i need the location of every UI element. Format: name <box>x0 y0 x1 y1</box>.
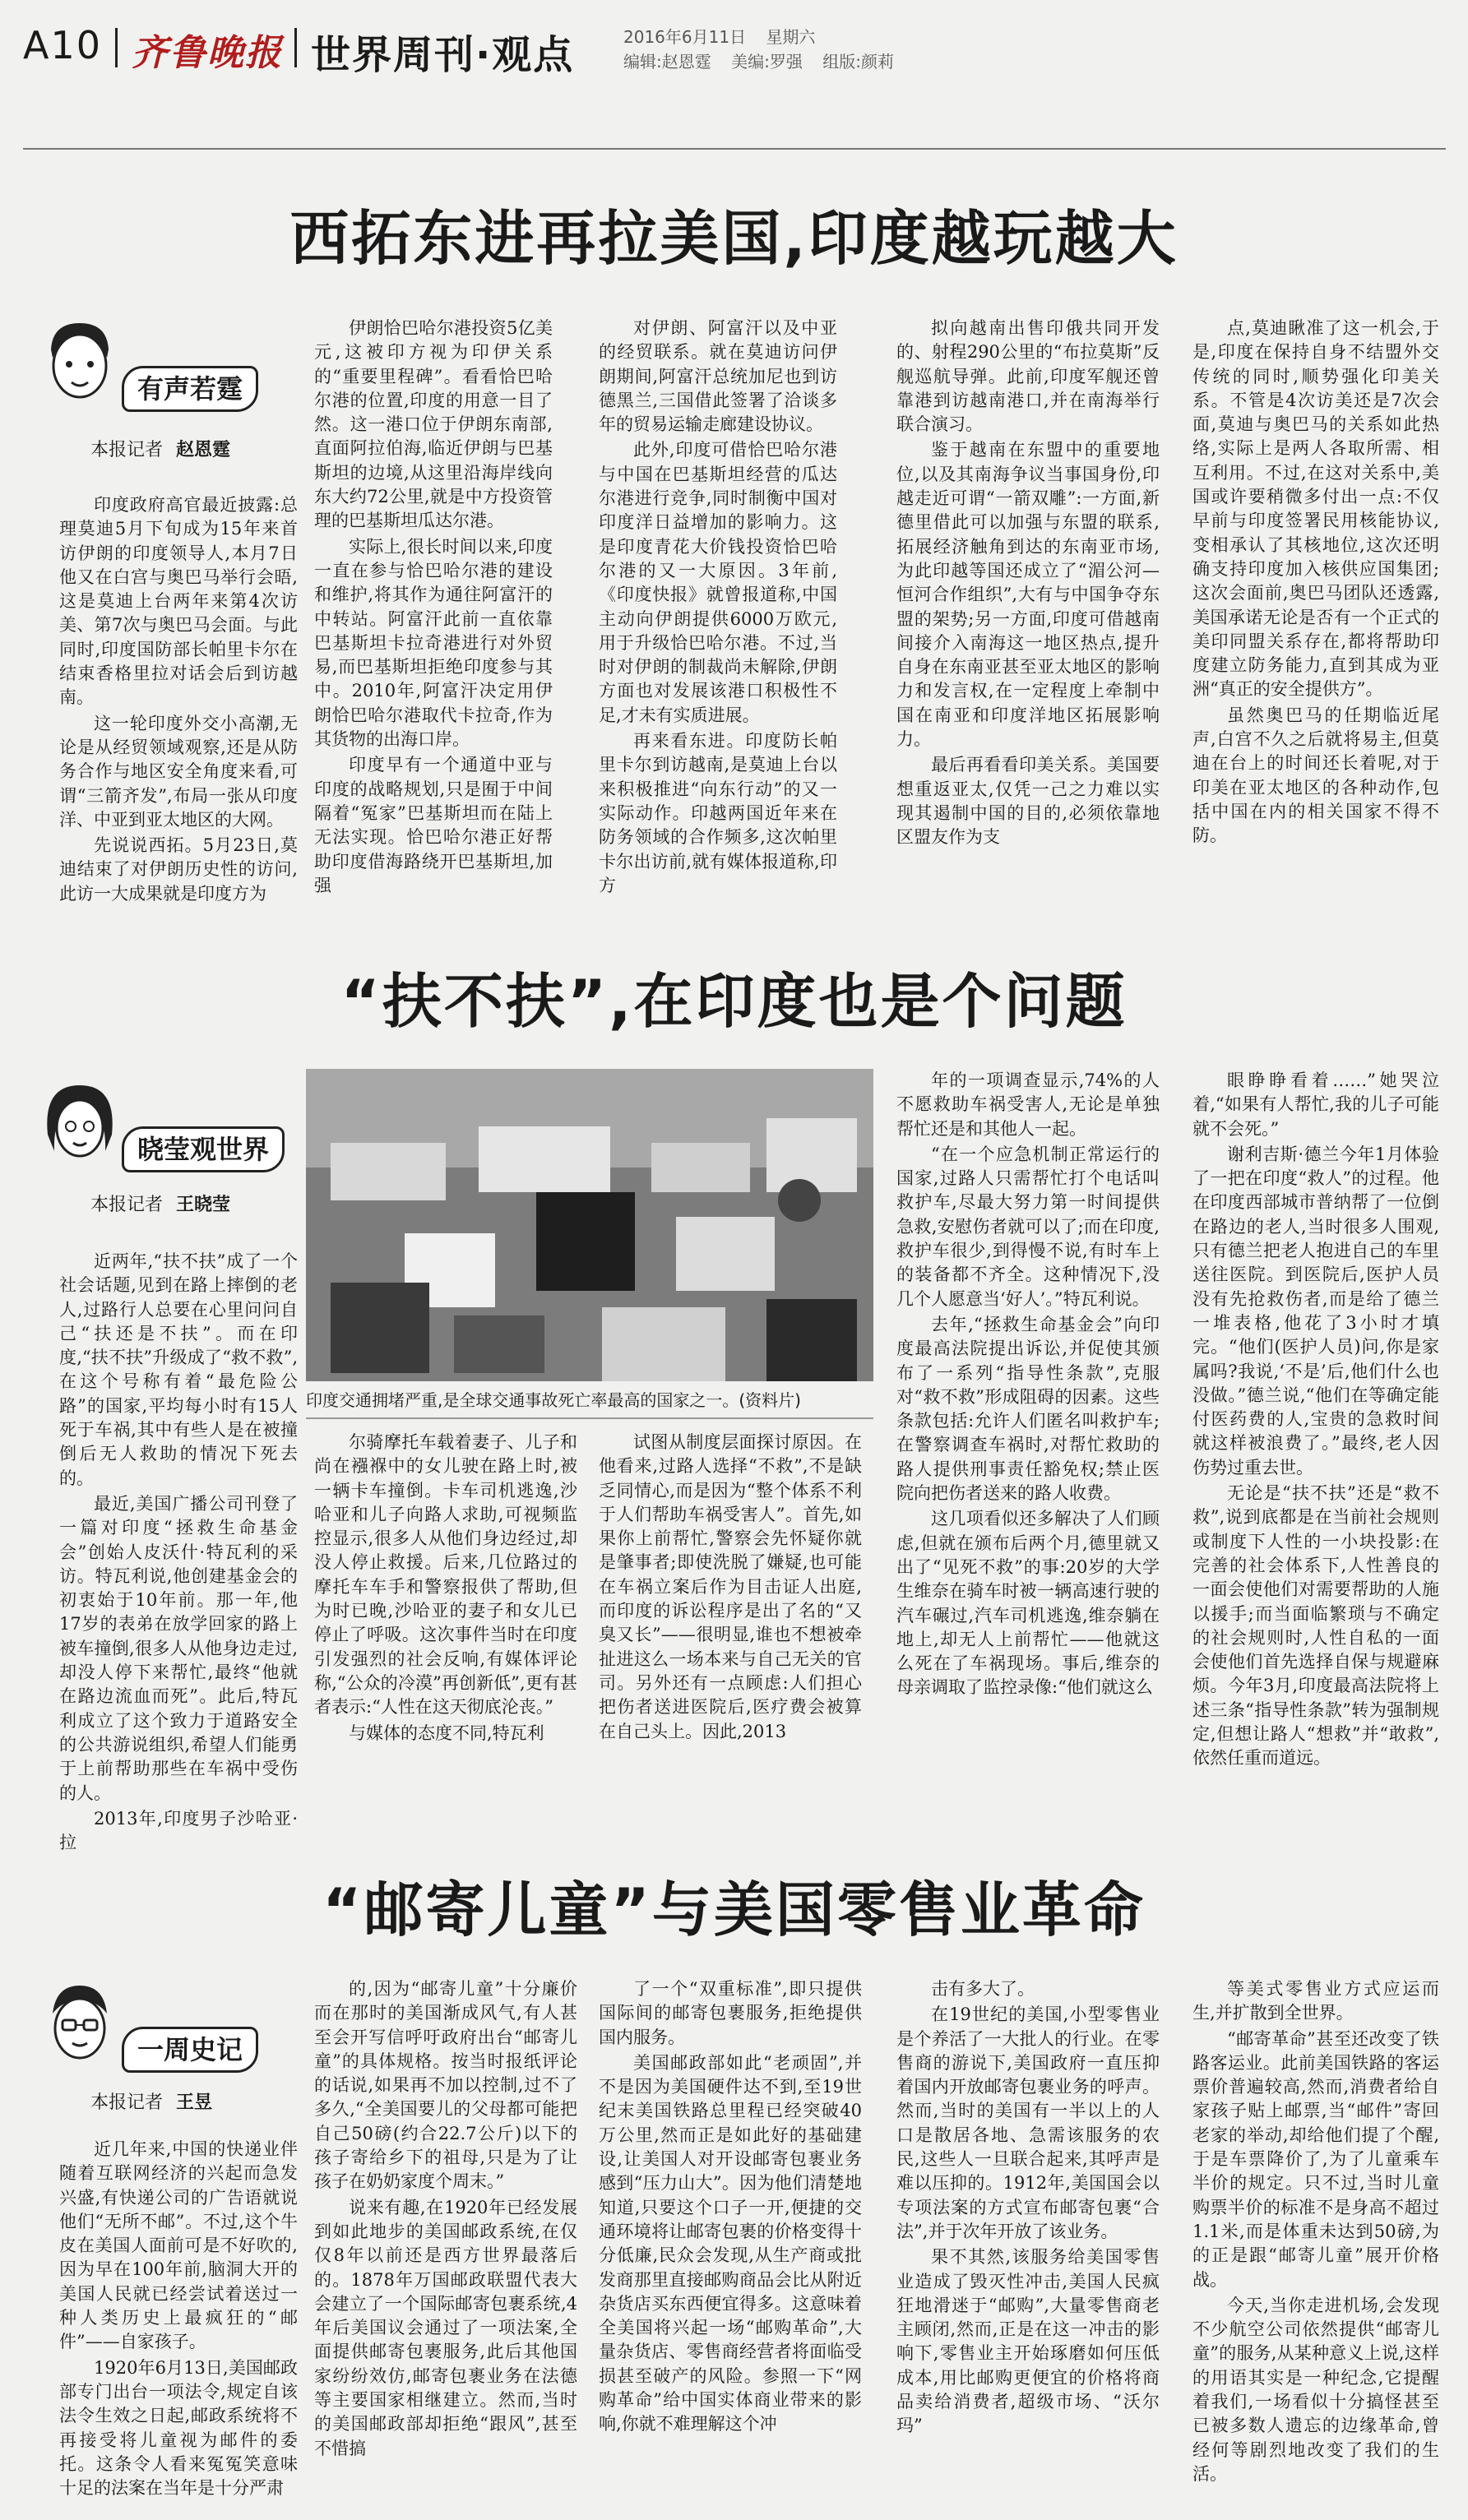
paragraph: 对伊朗、阿富汗以及中亚的经贸联系。就在莫迪访问伊朗期间,阿富汗总统加尼也到访德黑兰,三国借此签署了洽谈多年的贸易运输走廊建设协议。 <box>599 318 837 435</box>
article-3-column-5 <box>1192 1977 1439 2512</box>
paragraph: 近两年,“扶不扶”成了一个社会话题,见到在路上摔倒的老人,过路行人总要在心里问问自己“扶还是不扶”。而在印度,“扶不扶”升级成了“救不救”,在这个号称有着“最危险公路”的国家,平均每小时有15人死于车祸,其中有些人是在被撞倒后无人救助的情况下死去的。 <box>59 1251 298 1488</box>
article-2-column-3 <box>599 1431 862 1817</box>
column-name-tag: 晓莹观世界 <box>122 1126 285 1172</box>
paragraph: 与媒体的态度不同,特瓦利 <box>349 1722 544 1743</box>
layout-credit: 组版:颜莉 <box>822 52 894 72</box>
columnist-portrait-icon <box>35 1977 125 2076</box>
issue-weekday: 星期六 <box>766 27 816 47</box>
article-3-column-1 <box>59 2138 298 2512</box>
paragraph: 年的一项调查显示,74%的人不愿救助车祸受害人,无论是单独帮忙还是和其他人一起。 <box>896 1070 1160 1139</box>
page-number: A10 <box>23 23 103 67</box>
article-1-column-5 <box>1192 317 1439 884</box>
article-2-column-4 <box>896 1069 1160 1817</box>
article-1-column-1 <box>59 493 298 904</box>
article-1-byline: 本报记者 赵恩霆 <box>90 440 231 460</box>
article-2-headline: “扶不扶”,在印度也是个问题 <box>340 967 1128 1036</box>
issue-date: 2016年6月11日 <box>623 27 747 47</box>
paragraph: 果不其然,该服务给美国零售业造成了毁灭性冲击,美国人民疯狂地滑迷于“邮购”,大量零售商老主顾闭,然而,正是在这一冲击的影响下,零售业主开始琢磨如何压低成本,用比邮购更便宜的价格将商品卖给消费者,超级市场、“沃尔玛” <box>896 2247 1160 2436</box>
article-3-column-2 <box>314 1977 577 2512</box>
article-3-headline: “邮寄儿童”与美国零售业革命 <box>322 1875 1146 1944</box>
paragraph: 了一个“双重标准”,即只提供国际间的邮寄包裹服务,拒绝提供国内服务。 <box>599 1979 862 2047</box>
paragraph: 再来看东进。印度防长帕里卡尔到访越南,是莫迪上台以来积极推进“向东行动”的又一实际动作。印越两国近年来在防务领域的合作频多,这次帕里卡尔出访前,就有媒体报道称,印方 <box>599 731 837 895</box>
paragraph: 的,因为“邮寄儿童”十分廉价而在那时的美国渐成风气,有人甚至会开写信呼吁政府出台“邮寄儿童”的具体规格。按当时报纸评论的话说,如果再不加以控制,过不了多久,“全美国要儿的父母都可能把自己50磅(约合22.7公斤)以下的孩子寄给乡下的祖母,只是为了让孩子在奶奶家度个周末。” <box>314 1979 577 2192</box>
paragraph: 眼睁睁看着……”她哭泣着,“如果有人帮忙,我的儿子可能就不会死。” <box>1192 1070 1439 1139</box>
paragraph: “邮寄革命”甚至还改变了铁路客运业。此前美国铁路的客运票价普遍较高,然而,消费者给自家孩子贴上邮票,当“邮件”寄回老家的举动,却给他们提了个醒,于是车票降价了,为了儿童乘车半价的规定。只不过,当时儿童购票半价的标准不是身高不超过1.1米,而是体重未达到50磅,为的正是跟“邮寄儿童”展开价格战。 <box>1192 2028 1439 2290</box>
article-1-headline: 西拓东进再拉美国,印度越玩越大 <box>289 204 1179 273</box>
article-1-column-2 <box>314 317 553 895</box>
paragraph: 伊朗恰巴哈尔港投资5亿美元,这被印方视为印伊关系的“重要里程碑”。看看恰巴哈尔港的位置,印度的用意一目了然。这一港口位于伊朗东南部,直面阿拉伯海,临近伊朗与巴基斯坦的边境,从这里沿海岸线向东大约72公里,就是中方投资管理的巴基斯坦瓜达尔港。 <box>314 318 553 531</box>
paragraph: 试图从制度层面探讨原因。在他看来,过路人选择“不救”,不是缺乏同情心,而是因为“整个体系不利于人们帮助车祸受害人”。首先,如果你上前帮忙,警察会先怀疑你就是肇事者;即使洗脱了嫌疑,也可能在车祸立案后作为目击证人出庭,而印度的诉讼程序是出了名的“又臭又长”——很明显,谁也不想被牵扯进这么一场本来与自己无关的官司。另外还有一点顾虑:人们担心把伤者送进医院后,医疗费会被算在自己头上。因此,2013 <box>599 1432 862 1741</box>
divider <box>294 28 297 67</box>
traffic-jam-photo <box>306 1069 873 1381</box>
paragraph: 实际上,很长时间以来,印度一直在参与恰巴哈尔港的建设和维护,将其作为通往阿富汗的中转站。阿富汗此前一直依靠巴基斯坦卡拉奇港进行对外贸易,而巴基斯坦拒绝印度参与其中。2010年,阿富汗决定用伊朗恰巴哈尔港取代卡拉奇,作为其货物的出海口岸。 <box>314 536 553 750</box>
article-3-column-3 <box>599 1977 862 2512</box>
columnist-portrait-icon <box>35 317 125 415</box>
masthead <box>23 18 1446 84</box>
editor-credit: 编辑:赵恩霆 <box>623 52 711 72</box>
issue-meta <box>623 25 909 74</box>
designer-credit: 美编:罗强 <box>731 52 803 72</box>
paragraph: 拟向越南出售印俄共同开发的、射程290公里的“布拉莫斯”反舰巡航导弹。此前,印度军舰还曾靠港到访越南港口,并在南海举行联合演习。 <box>896 318 1160 435</box>
paragraph: 在19世纪的美国,小型零售业是个养活了一大批人的行业。在零售商的游说下,美国政府一直压抑着国内开放邮寄包裹业务的呼声。然而,当时的美国有一半以上的人口是散居各地、急需该服务的农民,这些人一旦联合起来,其呼声是难以压抑的。1912年,美国国会以专项法案的方式宣布邮寄包裹“合法”,并于次年开放了该业务。 <box>896 2004 1160 2241</box>
paragraph: 2013年,印度男子沙哈亚·拉 <box>59 1808 298 1853</box>
header-rule <box>23 148 1446 150</box>
paragraph: 等美式零售业方式应运而生,并扩散到全世界。 <box>1192 1979 1439 2023</box>
paragraph: 1920年6月13日,美国邮政部专门出台一项法令,规定自该法令生效之日起,邮政系统将不再接受将儿童视为邮件的委托。这条令人看来冤冤笑意味十足的法案在当年是十分严肃 <box>59 2357 298 2499</box>
paragraph: 此外,印度可借恰巴哈尔港与中国在巴基斯坦经营的瓜达尔港进行竞争,同时制衡中国对印度洋日益增加的影响力。这是印度青花大价钱投资恰巴哈尔港的又一大原因。3年前,《印度快报》就曾报道称,中国主动向伊朗提供6000万欧元,用于升级恰巴哈尔港。不过,当时对伊朗的制裁尚未解除,伊朗方面也对发展该港口积极性不足,才未有实质进展。 <box>599 440 837 725</box>
paragraph: 说来有趣,在1920年已经发展到如此地步的美国邮政系统,在仅仅8年以前还是西方世界最落后的。1878年万国邮政联盟代表大会建立了一个国际邮寄包裹系统,4年后美国议会通过了一项法案,全面提供邮寄包裹服务,此后其他国家纷纷效仿,邮寄包裹业务在法德等主要国家相继建立。然而,当时的美国邮政部却拒绝“跟风”,甚至不惜搞 <box>314 2197 577 2458</box>
paragraph: 印度政府高官最近披露:总理莫迪5月下旬成为15年来首访伊朗的印度领导人,本月7日他又在白宫与奥巴马举行会晤,这是莫迪上台两年来第4次访美、第7次与奥巴马会面。与此同时,印度国防部长帕里卡尔在结束香格里拉对话会后到访越南。 <box>59 495 298 708</box>
photo-caption: 印度交通拥堵严重,是全球交通事故死亡率最高的国家之一。(资料片) <box>306 1390 801 1410</box>
column-name-tag: 一周史记 <box>122 2027 258 2073</box>
newspaper-logo: 齐鲁晚报 <box>132 32 283 74</box>
paragraph: 这一轮印度外交小高潮,无论是从经贸领域观察,还是从防务合作与地区安全角度来看,可谓“三箭齐发”,布局一张从印度洋、中亚到亚太地区的大网。 <box>59 713 298 830</box>
columnist-portrait-icon <box>35 1077 125 1176</box>
paragraph: 尔骑摩托车载着妻子、儿子和尚在襁褓中的女儿驶在路上时,被一辆卡车撞倒。卡车司机逃逸,沙哈亚和儿子向路人求助,可视频监控显示,很多人从他们身边经过,却没人停止救援。后来,几位路过的摩托车车手和警察报供了帮助,但为时已晚,沙哈亚的妻子和女儿已停止了呼吸。这次事件当时在印度引发强烈的社会反响,有媒体评论称,“公众的冷漠”再创新低”,更有甚者表示:“人性在这天彻底沦丧。” <box>314 1432 577 1718</box>
divider <box>115 28 118 67</box>
paragraph: 无论是“扶不扶”还是“救不救”,说到底都是在当前社会规则或制度下人性的一小块投影:在完善的社会体系下,人性善良的一面会使他们对需要帮助的人施以援手;而当面临繁琐与不确定的社会规则时,人性自私的一面会使他们首先选择自保与规避麻烦。今年3月,印度最高法院将上述三条“指导性条款”转为强制规定,但想让路人“想救”并“敢救”,依然任重而道远。 <box>1192 1483 1439 1769</box>
paragraph: 美国邮政部如此“老顽固”,并不是因为美国硬件达不到,至19世纪末美国铁路总里程已经突破40万公里,然而正是如此好的基础建设,让美国人对开设邮寄包裹业务感到“压力山大”。因为他们清楚地知道,只要这个口子一开,便捷的交通环境将让邮寄包裹的价格变得十分低廉,民众会发现,从生产商或批发商那里直接邮购商品会比从附近杂货店买东西便宜得多。这意味着全美国将兴起一场“邮购革命”,大量杂货店、零售商经营者将面临受损甚至破产的风险。参照一下“网购革命”给中国实体商业带来的影响,你就不难理解这个冲 <box>599 2052 862 2434</box>
paragraph: 最近,美国广播公司刊登了一篇对印度“拯救生命基金会”创始人皮沃什·特瓦利的采访。特瓦利说,他创建基金会的初衷始于10年前。那一年,他17岁的表弟在放学回家的路上被车撞倒,很多人从他身边走过,却没人停下来帮忙,最终“他就在路边流血而死”。此后,特瓦利成立了这个致力于道路安全的公共游说组织,希望人们能勇于上前帮助那些在车祸中受伤的人。 <box>59 1493 298 1803</box>
section-title: 世界周刊·观点 <box>311 32 575 78</box>
paragraph: 去年,“拯救生命基金会”向印度最高法院提出诉讼,并促使其颁布了一系列“指导性条款”,克服对“救不救”形成阻碍的因素。这些条款包括:允许人们匿名叫救护车;在警察调查车祸时,对帮忙救助的路人提供刑事责任豁免权;禁止医院向把伤者送来的路人收费。 <box>896 1314 1160 1504</box>
paragraph: 今天,当你走进机场,会发现不少航空公司依然提供“邮寄儿童”的服务,从某种意义上说,这样的用语其实是一种纪念,它提醒着我们,一场看似十分搞怪甚至已被多数人遗忘的边缘革命,曾经何等剧烈地改变了我们的生活。 <box>1192 2295 1439 2484</box>
paragraph: 虽然奥巴马的任期临近尾声,白宫不久之后就将易主,但莫迪在台上的时间还长着呢,对于印美在亚太地区的各种动作,包括中国在内的相关国家不得不防。 <box>1192 705 1439 846</box>
paragraph: 最后再看看印美关系。美国要想重返亚太,仅凭一己之力难以实现其遏制中国的目的,必须依靠地区盟友作为支 <box>896 755 1160 848</box>
paragraph: 点,莫迪瞅准了这一机会,于是,印度在保持自身不结盟外交传统的同时,顺势强化印美关系。不管是4次访美还是7次会面,莫迪与奥巴马的关系如此热络,实际上是两人各取所需、相互利用。不过,在这对关系中,美国或许要稍微多付出一点:不仅早前与印度签署民用核能协议,变相承认了其核地位,这次还明确支持印度加入核供应国集团;这次会面前,奥巴马团队还透露,美国承诺无论是否有一个正式的美印同盟关系存在,都将帮助印度建立防务能力,直到其成为亚洲“真正的安全提供方”。 <box>1192 318 1439 700</box>
paragraph: “在一个应急机制正常运行的国家,过路人只需帮忙打个电话叫救护车,尽最大努力第一时间提供急救,安慰伤者就可以了;而在印度,救护车很少,到得慢不说,有时车上的装备都不齐全。这种情况下,没几个人愿意当‘好人’。”特瓦利说。 <box>896 1144 1160 1309</box>
article-2-column-5 <box>1192 1069 1439 1817</box>
paragraph: 印度早有一个通道中亚与印度的战略规划,只是囿于中间隔着“冤家”巴基斯坦而在陆上无法实现。恰巴哈尔港正好帮助印度借海路绕开巴基斯坦,加强 <box>314 755 553 895</box>
article-2-byline: 本报记者 王晓莹 <box>90 1195 231 1215</box>
traffic-photo-illustration <box>306 1069 873 1381</box>
paragraph: 谢利吉斯·德兰今年1月体验了一把在印度“救人”的过程。他在印度西部城市普纳帮了一位倒在路边的老人,当时很多人围观,只有德兰把老人抱进自己的车里送往医院。到医院后,医护人员没有先抢救伤者,而是给了德兰一堆表格,他花了3小时才填完。“他们(医护人员)问,你是家属吗?我说,‘不是’后,他们什么也没做。”德兰说,“他们在等确定能付医药费的人,宝贵的急救时间就这样被浪费了。”最终,老人因伤势过重去世。 <box>1192 1144 1439 1477</box>
paragraph: 近几年来,中国的快递业伴随着互联网经济的兴起而急发兴盛,有快递公司的广告语就说他们“无所不邮”。不过,这个牛皮在美国人面前可是不好吹的,因为早在100年前,脑洞大开的美国人民就已经尝试着送过一种人类历史上最疯狂的“邮件”——自家孩子。 <box>59 2139 298 2352</box>
caption-rule <box>306 1417 873 1419</box>
paragraph: 鉴于越南在东盟中的重要地位,以及其南海争议当事国身份,印越走近可谓“一箭双雕”:一方面,新德里借此可以加强与东盟的联系,拓展经济触角到达的东南亚市场,为此印越等国还成立了“湄公河—恒河合作组织”,大有与中国争夺东盟的架势;另一方面,印度可借越南间接介入南海这一地区热点,提升自身在东南亚甚至亚太地区的影响力和发言权,在一定程度上牵制中国在南亚和印度洋地区拓展影响力。 <box>896 440 1160 750</box>
article-1-column-3 <box>599 317 837 895</box>
article-2-column-2 <box>314 1431 577 1817</box>
article-3-byline: 本报记者 王昱 <box>90 2092 213 2113</box>
article-1-column-4 <box>896 317 1160 884</box>
paragraph: 先说说西拓。5月23日,莫迪结束了对伊朗历史性的访问,此访一大成果就是印度方为 <box>59 835 298 904</box>
column-name-tag: 有声若霆 <box>122 366 258 412</box>
paragraph: 击有多大了。 <box>931 1979 1035 1999</box>
article-2-column-1 <box>59 1250 298 1853</box>
paragraph: 这几项看似还多解决了人们顾虑,但就在颁布后两个月,德里就又出了“见死不救”的事:20岁的大学生维奈在骑车时被一辆高速行驶的汽车碾过,汽车司机逃逸,维奈躺在地上,却无人上前帮忙——他就这么死在了车祸现场。事后,维奈的母亲调取了监控录像:“他们就这么 <box>896 1509 1160 1698</box>
article-3-column-4 <box>896 1977 1160 2512</box>
